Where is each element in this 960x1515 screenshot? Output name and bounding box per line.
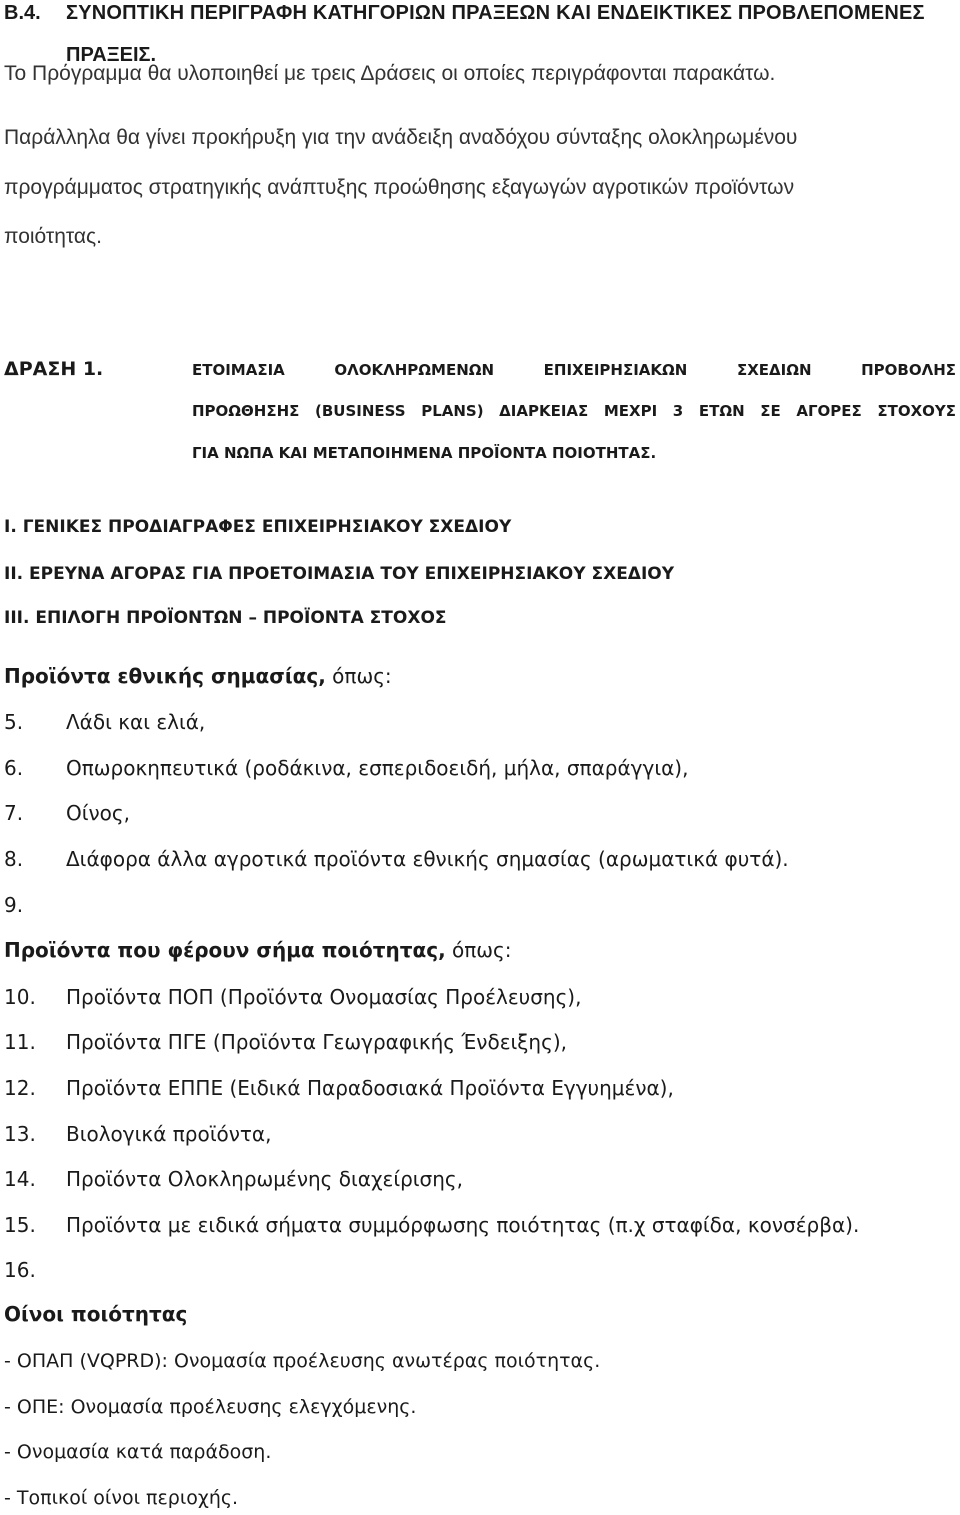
list-item-number: 8. — [4, 847, 24, 871]
subsection-heading: I. ΓΕΝΙΚΕΣ ΠΡΟΔΙΑΓΡΑΦΕΣ ΕΠΙΧΕΙΡΗΣΙΑΚΟΥ ΣΧΕΔΙΟΥ — [4, 517, 512, 537]
group-heading — [4, 938, 512, 962]
list-item-number: 11. — [4, 1030, 36, 1054]
subsection-heading: III. ΕΠΙΛΟΓΗ ΠΡΟΪΟΝΤΩΝ – ΠΡΟΪΟΝΤΑ ΣΤΟΧΟΣ — [4, 608, 447, 628]
section-number: B.4. — [4, 2, 41, 24]
wines-heading: Οίνοι ποιότητας — [4, 1302, 188, 1326]
list-item-number: 9. — [4, 893, 24, 917]
list-item-number: 14. — [4, 1167, 36, 1191]
intro-line: προγράμματος στρατηγικής ανάπτυξης προώθησης εξαγωγών αγροτικών προϊόντων — [4, 176, 795, 199]
wine-type-item: - ΟΠΕ: Ονομασία προέλευσης ελεγχόμενης. — [4, 1396, 417, 1418]
wine-type-item: - Τοπικοί οίνοι περιοχής. — [4, 1487, 239, 1509]
list-item: Προϊόντα Ολοκληρωμένης διαχείρισης, — [66, 1167, 463, 1191]
list-item: Προϊόντα με ειδικά σήματα συμμόρφωσης ποιότητας (π.χ σταφίδα, κονσέρβα). — [66, 1213, 860, 1237]
list-item-number: 13. — [4, 1122, 36, 1146]
group-heading-rest: όπως: — [445, 938, 512, 962]
group-heading-bold: Προϊόντα εθνικής σημασίας, — [4, 664, 326, 688]
action-title-line: ΓΙΑ ΝΩΠΑ ΚΑΙ ΜΕΤΑΠΟΙΗΜΕΝΑ ΠΡΟΪΟΝΤΑ ΠΟΙΟΤΗΤΑΣ. — [192, 444, 657, 462]
section-title-continued: ΠΡΑΞΕΙΣ. — [66, 44, 157, 66]
section-title: ΣΥΝΟΠΤΙΚΗ ΠΕΡΙΓΡΑΦΗ ΚΑΤΗΓΟΡΙΩΝ ΠΡΑΞΕΩΝ ΚΑΙ ΕΝΔΕΙΚΤΙΚΕΣ ΠΡΟΒΛΕΠΟΜΕΝΕΣ — [66, 2, 925, 24]
list-item: Διάφορα άλλα αγροτικά προϊόντα εθνικής σημασίας (αρωματικά φυτά). — [66, 847, 789, 871]
list-item: Προϊόντα ΠΟΠ (Προϊόντα Ονομασίας Προέλευσης), — [66, 985, 582, 1009]
intro-line: Το Πρόγραμμα θα υλοποιηθεί με τρεις Δράσεις οι οποίες περιγράφονται παρακάτω. — [4, 62, 776, 85]
list-item: Οπωροκηπευτικά (ροδάκινα, εσπεριδοειδή, μήλα, σπαράγγια), — [66, 756, 689, 780]
subsection-heading: II. ΕΡΕΥΝΑ ΑΓΟΡΑΣ ΓΙΑ ΠΡΟΕΤΟΙΜΑΣΙΑ ΤΟΥ ΕΠΙΧΕΙΡΗΣΙΑΚΟΥ ΣΧΕΔΙΟΥ — [4, 564, 675, 584]
list-item: Προϊόντα ΕΠΠΕ (Ειδικά Παραδοσιακά Προϊόντα Εγγυημένα), — [66, 1076, 674, 1100]
wine-type-item: - ΟΠΑΠ (VQPRD): Ονομασία προέλευσης ανωτέρας ποιότητας. — [4, 1350, 601, 1372]
list-item: Οίνος, — [66, 801, 131, 825]
action-label: ΔΡΑΣΗ 1. — [4, 358, 104, 380]
list-item-number: 15. — [4, 1213, 36, 1237]
group-heading-rest: όπως: — [325, 664, 392, 688]
group-heading-bold: Προϊόντα που φέρουν σήμα ποιότητας, — [4, 938, 446, 962]
list-item-number: 5. — [4, 710, 24, 734]
action-title-line: ΠΡΟΩΘΗΣΗΣ (BUSINESS PLANS) ΔΙΑΡΚΕΙΑΣ ΜΕΧΡΙ 3 ΕΤΩΝ ΣΕ ΑΓΟΡΕΣ ΣΤΟΧΟΥΣ — [192, 402, 956, 420]
list-item-number: 16. — [4, 1258, 36, 1282]
list-item: Προϊόντα ΠΓΕ (Προϊόντα Γεωγραφικής Ένδειξης), — [66, 1030, 568, 1054]
intro-line: Παράλληλα θα γίνει προκήρυξη για την ανάδειξη αναδόχου σύνταξης ολοκληρωμένου — [4, 126, 798, 149]
list-item: Βιολογικά προϊόντα, — [66, 1122, 272, 1146]
list-item-number: 6. — [4, 756, 24, 780]
list-item-number: 10. — [4, 985, 36, 1009]
intro-line: ποιότητας. — [4, 225, 102, 248]
action-title-line: ΕΤΟΙΜΑΣΙΑ ΟΛΟΚΛΗΡΩΜΕΝΩΝ ΕΠΙΧΕΙΡΗΣΙΑΚΩΝ ΣΧΕΔΙΩΝ ΠΡΟΒΟΛΗΣ — [192, 361, 956, 379]
list-item-number: 7. — [4, 801, 24, 825]
group-heading — [4, 664, 392, 688]
list-item-number: 12. — [4, 1076, 36, 1100]
list-item: Λάδι και ελιά, — [66, 710, 206, 734]
wine-type-item: - Ονομασία κατά παράδοση. — [4, 1441, 272, 1463]
